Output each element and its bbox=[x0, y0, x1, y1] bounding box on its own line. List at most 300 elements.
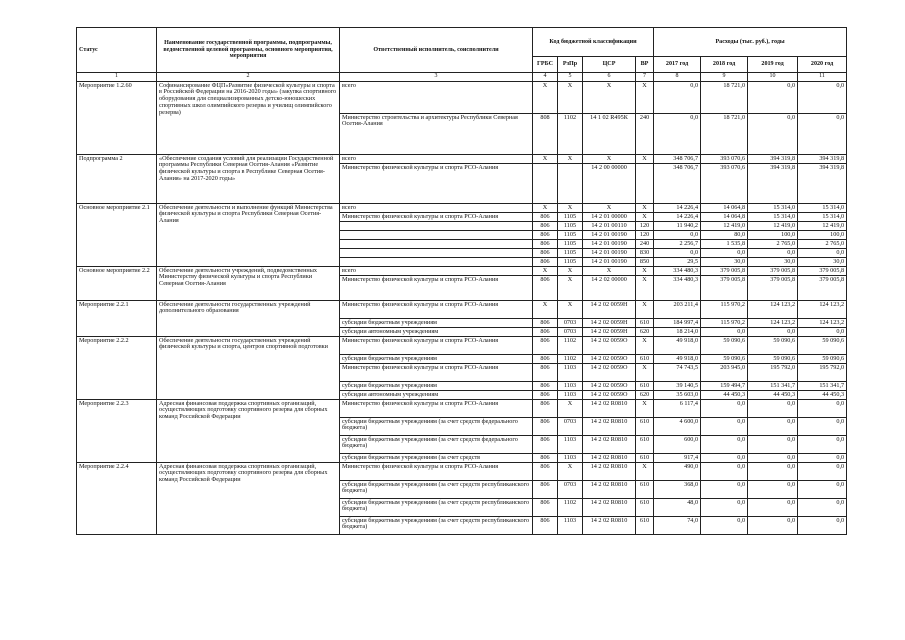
vr-cell: 120 bbox=[636, 231, 654, 240]
vr-cell: 610 bbox=[636, 355, 654, 364]
table-body bbox=[77, 82, 847, 535]
amount-2017-cell: 11 940,2 bbox=[654, 222, 701, 231]
amount-2020-cell: 379 005,8 bbox=[798, 276, 847, 301]
column-number: 10 bbox=[748, 73, 798, 82]
executor-cell: субсидии бюджетным учреждениям bbox=[340, 355, 533, 364]
vr-cell: X bbox=[636, 213, 654, 222]
program-name-cell: Обеспечение деятельности и выполнение функций Министерства физической культуры и спорта Республики Северная Осетия-Алания bbox=[157, 204, 340, 267]
header-kbk: Код бюджетной классификации bbox=[533, 28, 654, 57]
amount-2017-cell: 490,0 bbox=[654, 463, 701, 481]
table-row bbox=[77, 463, 847, 481]
vr-cell: 610 bbox=[636, 481, 654, 499]
amount-2018-cell: 0,0 bbox=[701, 499, 748, 517]
rzpr-cell: 0703 bbox=[558, 418, 583, 436]
amount-2018-cell: 115 970,2 bbox=[701, 301, 748, 319]
table-row bbox=[77, 267, 847, 276]
amount-2018-cell: 0,0 bbox=[701, 454, 748, 463]
csr-cell: 14 2 01 00110 bbox=[583, 222, 636, 231]
amount-2020-cell: 0,0 bbox=[798, 499, 847, 517]
executor-cell: Министерство физической культуры и спорта РСО-Алания bbox=[340, 213, 533, 222]
executor-cell: всего bbox=[340, 82, 533, 114]
amount-2019-cell: 0,0 bbox=[748, 463, 798, 481]
program-name-cell: Софинансирование ФЦП«Развитие физической культуры и спорта в Российской Федерации на 2016-2020 годы» (закупка спортивного оборудования для специализированных детско-юношеских спортивных школ олимпийского резерва и училищ олимпийского резерва) bbox=[157, 82, 340, 155]
amount-2020-cell: 0,0 bbox=[798, 82, 847, 114]
csr-cell: 14 2 02 0059Н bbox=[583, 328, 636, 337]
budget-table bbox=[76, 27, 847, 535]
grbs-cell: 808 bbox=[533, 114, 558, 155]
header-2019: 2019 год bbox=[748, 57, 798, 73]
amount-2017-cell: 0,0 bbox=[654, 114, 701, 155]
amount-2019-cell: 12 419,0 bbox=[748, 222, 798, 231]
rzpr-cell: 0703 bbox=[558, 481, 583, 499]
rzpr-cell: X bbox=[558, 400, 583, 418]
column-number: 7 bbox=[636, 73, 654, 82]
column-number: 11 bbox=[798, 73, 847, 82]
rzpr-cell: 1105 bbox=[558, 258, 583, 267]
vr-cell: 620 bbox=[636, 328, 654, 337]
grbs-cell: 806 bbox=[533, 319, 558, 328]
csr-cell: X bbox=[583, 267, 636, 276]
amount-2019-cell: 0,0 bbox=[748, 400, 798, 418]
amount-2020-cell: 2 765,0 bbox=[798, 240, 847, 249]
amount-2019-cell: 30,0 bbox=[748, 258, 798, 267]
grbs-cell: 806 bbox=[533, 418, 558, 436]
executor-cell: Министерство физической культуры и спорта РСО-Алания bbox=[340, 276, 533, 301]
amount-2018-cell: 1 535,8 bbox=[701, 240, 748, 249]
amount-2017-cell: 6 117,4 bbox=[654, 400, 701, 418]
csr-cell: 14 2 02 R0810 bbox=[583, 517, 636, 535]
amount-2018-cell: 393 070,6 bbox=[701, 164, 748, 204]
csr-cell: X bbox=[583, 155, 636, 164]
executor-cell: субсидии бюджетным учреждениям (за счет средств федерального бюджета) bbox=[340, 418, 533, 436]
grbs-cell: 806 bbox=[533, 517, 558, 535]
amount-2017-cell: 14 226,4 bbox=[654, 213, 701, 222]
amount-2020-cell: 59 090,6 bbox=[798, 355, 847, 364]
amount-2018-cell: 59 090,6 bbox=[701, 355, 748, 364]
amount-2019-cell: 394 319,8 bbox=[748, 155, 798, 164]
amount-2020-cell: 15 314,0 bbox=[798, 213, 847, 222]
header-rzpr: РзПр bbox=[558, 57, 583, 73]
status-cell: Подпрограмма 2 bbox=[77, 155, 157, 204]
amount-2017-cell: 348 706,7 bbox=[654, 155, 701, 164]
executor-cell: Министерство физической культуры и спорта РСО-Алания bbox=[340, 400, 533, 418]
executor-cell bbox=[340, 249, 533, 258]
rzpr-cell: 0703 bbox=[558, 328, 583, 337]
amount-2018-cell: 0,0 bbox=[701, 481, 748, 499]
status-cell: Основное мероприятие 2.2 bbox=[77, 267, 157, 301]
csr-cell: X bbox=[583, 82, 636, 114]
status-cell: Мероприятие 1.2.60 bbox=[77, 82, 157, 155]
csr-cell: 14 2 02 0059О bbox=[583, 391, 636, 400]
csr-cell: 14 2 02 R0810 bbox=[583, 436, 636, 454]
header-executor: Ответственный исполнитель, соисполнители bbox=[340, 28, 533, 73]
status-cell: Мероприятие 2.2.2 bbox=[77, 337, 157, 400]
amount-2017-cell: 74,0 bbox=[654, 517, 701, 535]
csr-cell: 14 2 01 00190 bbox=[583, 258, 636, 267]
grbs-cell: 806 bbox=[533, 454, 558, 463]
amount-2018-cell: 18 721,0 bbox=[701, 114, 748, 155]
program-name-cell: Обеспечение деятельности государственных учреждений дополнительного образования bbox=[157, 301, 340, 337]
header-2020: 2020 год bbox=[798, 57, 847, 73]
csr-cell: 14 2 02 R0810 bbox=[583, 454, 636, 463]
grbs-cell: 806 bbox=[533, 400, 558, 418]
vr-cell: 610 bbox=[636, 499, 654, 517]
amount-2020-cell: 44 450,3 bbox=[798, 391, 847, 400]
vr-cell: 620 bbox=[636, 391, 654, 400]
header-2017: 2017 год bbox=[654, 57, 701, 73]
amount-2019-cell: 0,0 bbox=[748, 454, 798, 463]
csr-cell: 14 2 02 R0810 bbox=[583, 481, 636, 499]
header-name: Наименование государственной программы, подпрограммы, ведомственной целевой программы, основного мероприятия, мероприятия bbox=[157, 28, 340, 73]
executor-cell bbox=[340, 258, 533, 267]
amount-2017-cell: 14 226,4 bbox=[654, 204, 701, 213]
amount-2019-cell: 59 090,6 bbox=[748, 355, 798, 364]
executor-cell: субсидии бюджетным учреждениям (за счет средств федерального бюджета) bbox=[340, 436, 533, 454]
amount-2020-cell: 0,0 bbox=[798, 517, 847, 535]
amount-2018-cell: 379 005,8 bbox=[701, 276, 748, 301]
csr-cell: 14 2 02 0059О bbox=[583, 382, 636, 391]
rzpr-cell: X bbox=[558, 463, 583, 481]
amount-2020-cell: 379 005,8 bbox=[798, 267, 847, 276]
amount-2017-cell: 917,4 bbox=[654, 454, 701, 463]
column-number: 3 bbox=[340, 73, 533, 82]
amount-2020-cell: 394 319,8 bbox=[798, 164, 847, 204]
amount-2017-cell: 35 603,0 bbox=[654, 391, 701, 400]
table-row bbox=[77, 301, 847, 319]
csr-cell: 14 2 01 00190 bbox=[583, 249, 636, 258]
rzpr-cell: 1105 bbox=[558, 231, 583, 240]
grbs-cell: 806 bbox=[533, 337, 558, 355]
column-number: 4 bbox=[533, 73, 558, 82]
amount-2017-cell: 334 480,3 bbox=[654, 276, 701, 301]
amount-2019-cell: 0,0 bbox=[748, 328, 798, 337]
rzpr-cell: 1105 bbox=[558, 213, 583, 222]
amount-2017-cell: 49 918,0 bbox=[654, 337, 701, 355]
vr-cell: X bbox=[636, 301, 654, 319]
amount-2020-cell: 0,0 bbox=[798, 249, 847, 258]
rzpr-cell: 1103 bbox=[558, 364, 583, 382]
grbs-cell: 806 bbox=[533, 276, 558, 301]
vr-cell: 610 bbox=[636, 436, 654, 454]
column-number: 1 bbox=[77, 73, 157, 82]
amount-2017-cell: 48,0 bbox=[654, 499, 701, 517]
rzpr-cell: X bbox=[558, 276, 583, 301]
column-number: 8 bbox=[654, 73, 701, 82]
amount-2019-cell: 15 314,0 bbox=[748, 204, 798, 213]
csr-cell: 14 2 02 0059О bbox=[583, 355, 636, 364]
vr-cell: X bbox=[636, 82, 654, 114]
grbs-cell: X bbox=[533, 204, 558, 213]
amount-2018-cell: 0,0 bbox=[701, 436, 748, 454]
grbs-cell: 806 bbox=[533, 463, 558, 481]
status-cell: Мероприятие 2.2.4 bbox=[77, 463, 157, 535]
header-expenses: Расходы (тыс. руб.), годы bbox=[654, 28, 847, 57]
csr-cell: 14 2 02 R0810 bbox=[583, 463, 636, 481]
amount-2018-cell: 0,0 bbox=[701, 517, 748, 535]
amount-2020-cell: 151 341,7 bbox=[798, 382, 847, 391]
csr-cell: 14 2 02 R0810 bbox=[583, 418, 636, 436]
amount-2018-cell: 393 070,6 bbox=[701, 155, 748, 164]
executor-cell: всего bbox=[340, 155, 533, 164]
amount-2018-cell: 0,0 bbox=[701, 328, 748, 337]
executor-cell: субсидии автономным учреждениям bbox=[340, 391, 533, 400]
amount-2020-cell: 100,0 bbox=[798, 231, 847, 240]
amount-2018-cell: 14 064,8 bbox=[701, 204, 748, 213]
amount-2020-cell: 0,0 bbox=[798, 400, 847, 418]
column-number: 6 bbox=[583, 73, 636, 82]
column-number: 5 bbox=[558, 73, 583, 82]
amount-2019-cell: 379 005,8 bbox=[748, 267, 798, 276]
amount-2019-cell: 394 319,8 bbox=[748, 164, 798, 204]
amount-2020-cell: 0,0 bbox=[798, 481, 847, 499]
amount-2020-cell: 195 792,0 bbox=[798, 364, 847, 382]
amount-2018-cell: 0,0 bbox=[701, 463, 748, 481]
rzpr-cell: 1103 bbox=[558, 391, 583, 400]
amount-2019-cell: 59 090,6 bbox=[748, 337, 798, 355]
rzpr-cell: X bbox=[558, 82, 583, 114]
amount-2019-cell: 2 765,0 bbox=[748, 240, 798, 249]
executor-cell: субсидии бюджетным учреждениям (за счет средств республиканского бюджета) bbox=[340, 499, 533, 517]
amount-2019-cell: 44 450,3 bbox=[748, 391, 798, 400]
rzpr-cell: 0703 bbox=[558, 319, 583, 328]
grbs-cell: X bbox=[533, 267, 558, 276]
executor-cell: всего bbox=[340, 204, 533, 213]
executor-cell: субсидии автономным учреждениям bbox=[340, 328, 533, 337]
amount-2018-cell: 80,0 bbox=[701, 231, 748, 240]
executor-cell: субсидии бюджетным учреждениям (за счет средств республиканского бюджета) bbox=[340, 517, 533, 535]
column-number: 2 bbox=[157, 73, 340, 82]
csr-cell: 14 2 02 R0810 bbox=[583, 499, 636, 517]
rzpr-cell: X bbox=[558, 204, 583, 213]
amount-2019-cell: 0,0 bbox=[748, 418, 798, 436]
amount-2018-cell: 18 721,0 bbox=[701, 82, 748, 114]
vr-cell: 850 bbox=[636, 258, 654, 267]
executor-cell: Министерство физической культуры и спорта РСО-Алания bbox=[340, 463, 533, 481]
executor-cell: Министерство физической культуры и спорта РСО-Алания bbox=[340, 164, 533, 204]
table-row bbox=[77, 400, 847, 418]
csr-cell: 14 2 02 0059Н bbox=[583, 319, 636, 328]
vr-cell: 610 bbox=[636, 517, 654, 535]
csr-cell: 14 2 00 00000 bbox=[583, 164, 636, 204]
amount-2020-cell: 124 123,2 bbox=[798, 319, 847, 328]
status-cell: Мероприятие 2.2.3 bbox=[77, 400, 157, 463]
vr-cell: X bbox=[636, 204, 654, 213]
column-number: 9 bbox=[701, 73, 748, 82]
grbs-cell: 806 bbox=[533, 222, 558, 231]
grbs-cell bbox=[533, 164, 558, 204]
amount-2017-cell: 0,0 bbox=[654, 231, 701, 240]
status-cell: Основное мероприятие 2.1 bbox=[77, 204, 157, 267]
table-row bbox=[77, 155, 847, 164]
rzpr-cell: 1103 bbox=[558, 454, 583, 463]
amount-2020-cell: 0,0 bbox=[798, 463, 847, 481]
vr-cell: X bbox=[636, 364, 654, 382]
rzpr-cell: 1103 bbox=[558, 517, 583, 535]
amount-2019-cell: 0,0 bbox=[748, 82, 798, 114]
grbs-cell: X bbox=[533, 82, 558, 114]
grbs-cell: 806 bbox=[533, 240, 558, 249]
vr-cell: 610 bbox=[636, 454, 654, 463]
amount-2019-cell: 0,0 bbox=[748, 499, 798, 517]
vr-cell: 240 bbox=[636, 240, 654, 249]
rzpr-cell: 1105 bbox=[558, 222, 583, 231]
program-name-cell: Адресная финансовая поддержка спортивных организаций, осуществляющих подготовку спортивного резерва для сборных команд Российской Федерации bbox=[157, 463, 340, 535]
rzpr-cell bbox=[558, 164, 583, 204]
vr-cell: X bbox=[636, 463, 654, 481]
csr-cell: 14 2 01 00000 bbox=[583, 213, 636, 222]
program-name-cell: Обеспечение деятельности учреждений, подведомственных Министерству физической культуры и спорта Республики Северная Осетия-Алания bbox=[157, 267, 340, 301]
amount-2020-cell: 124 123,2 bbox=[798, 301, 847, 319]
amount-2020-cell: 0,0 bbox=[798, 454, 847, 463]
rzpr-cell: 1102 bbox=[558, 499, 583, 517]
amount-2018-cell: 159 494,7 bbox=[701, 382, 748, 391]
vr-cell: X bbox=[636, 155, 654, 164]
rzpr-cell: X bbox=[558, 301, 583, 319]
amount-2018-cell: 14 064,8 bbox=[701, 213, 748, 222]
amount-2019-cell: 0,0 bbox=[748, 114, 798, 155]
rzpr-cell: 1105 bbox=[558, 249, 583, 258]
grbs-cell: 806 bbox=[533, 436, 558, 454]
grbs-cell: 806 bbox=[533, 364, 558, 382]
vr-cell: 610 bbox=[636, 319, 654, 328]
amount-2019-cell: 124 123,2 bbox=[748, 301, 798, 319]
executor-cell bbox=[340, 231, 533, 240]
vr-cell: 240 bbox=[636, 114, 654, 155]
csr-cell: 14 2 02 00000 bbox=[583, 276, 636, 301]
csr-cell: 14 2 01 00190 bbox=[583, 240, 636, 249]
amount-2018-cell: 12 419,0 bbox=[701, 222, 748, 231]
amount-2018-cell: 203 945,0 bbox=[701, 364, 748, 382]
vr-cell: 120 bbox=[636, 222, 654, 231]
vr-cell bbox=[636, 164, 654, 204]
grbs-cell: 806 bbox=[533, 249, 558, 258]
amount-2019-cell: 151 341,7 bbox=[748, 382, 798, 391]
vr-cell: X bbox=[636, 276, 654, 301]
amount-2019-cell: 379 005,8 bbox=[748, 276, 798, 301]
rzpr-cell: 1102 bbox=[558, 337, 583, 355]
grbs-cell: 806 bbox=[533, 481, 558, 499]
amount-2017-cell: 4 600,0 bbox=[654, 418, 701, 436]
amount-2017-cell: 0,0 bbox=[654, 82, 701, 114]
amount-2019-cell: 0,0 bbox=[748, 481, 798, 499]
amount-2018-cell: 0,0 bbox=[701, 249, 748, 258]
amount-2019-cell: 124 123,2 bbox=[748, 319, 798, 328]
rzpr-cell: X bbox=[558, 155, 583, 164]
csr-cell: 14 2 02 0059О bbox=[583, 337, 636, 355]
amount-2020-cell: 0,0 bbox=[798, 114, 847, 155]
column-numbers-row bbox=[77, 73, 847, 82]
vr-cell: 610 bbox=[636, 382, 654, 391]
amount-2020-cell: 59 090,6 bbox=[798, 337, 847, 355]
table-row bbox=[77, 204, 847, 213]
document-page bbox=[76, 27, 846, 617]
amount-2019-cell: 0,0 bbox=[748, 517, 798, 535]
csr-cell: X bbox=[583, 204, 636, 213]
grbs-cell: 806 bbox=[533, 382, 558, 391]
csr-cell: 14 1 02 R495К bbox=[583, 114, 636, 155]
amount-2017-cell: 203 211,4 bbox=[654, 301, 701, 319]
amount-2017-cell: 18 214,0 bbox=[654, 328, 701, 337]
amount-2019-cell: 15 314,0 bbox=[748, 213, 798, 222]
rzpr-cell: 1105 bbox=[558, 240, 583, 249]
amount-2017-cell: 74 743,5 bbox=[654, 364, 701, 382]
amount-2017-cell: 39 140,5 bbox=[654, 382, 701, 391]
executor-cell: субсидии бюджетным учреждениям (за счет средств bbox=[340, 454, 533, 463]
vr-cell: 610 bbox=[636, 418, 654, 436]
vr-cell: X bbox=[636, 400, 654, 418]
amount-2018-cell: 59 090,6 bbox=[701, 337, 748, 355]
header-vr: ВР bbox=[636, 57, 654, 73]
amount-2020-cell: 0,0 bbox=[798, 436, 847, 454]
executor-cell: субсидии бюджетным учреждениям bbox=[340, 319, 533, 328]
table-row bbox=[77, 337, 847, 355]
table-header bbox=[77, 28, 847, 82]
amount-2018-cell: 379 005,8 bbox=[701, 267, 748, 276]
grbs-cell: 806 bbox=[533, 213, 558, 222]
executor-cell: субсидии бюджетным учреждениям (за счет средств республиканского бюджета) bbox=[340, 481, 533, 499]
header-csr: ЦСР bbox=[583, 57, 636, 73]
amount-2017-cell: 49 918,0 bbox=[654, 355, 701, 364]
vr-cell: 830 bbox=[636, 249, 654, 258]
amount-2017-cell: 348 706,7 bbox=[654, 164, 701, 204]
csr-cell: 14 2 02 0059О bbox=[583, 364, 636, 382]
executor-cell: субсидии бюджетным учреждениям bbox=[340, 382, 533, 391]
amount-2017-cell: 184 997,4 bbox=[654, 319, 701, 328]
amount-2019-cell: 100,0 bbox=[748, 231, 798, 240]
amount-2019-cell: 0,0 bbox=[748, 249, 798, 258]
program-name-cell: «Обеспечение создания условий для реализации Государственной программы Республики Северная Осетия-Алания «Развитие физической культуры и спорта в Республике Северная Осетия-Алания» на 2017-2020 годы» bbox=[157, 155, 340, 204]
amount-2020-cell: 12 419,0 bbox=[798, 222, 847, 231]
header-grbs: ГРБС bbox=[533, 57, 558, 73]
amount-2019-cell: 195 792,0 bbox=[748, 364, 798, 382]
rzpr-cell: 1103 bbox=[558, 436, 583, 454]
amount-2018-cell: 0,0 bbox=[701, 400, 748, 418]
amount-2018-cell: 0,0 bbox=[701, 418, 748, 436]
amount-2017-cell: 600,0 bbox=[654, 436, 701, 454]
amount-2020-cell: 15 314,0 bbox=[798, 204, 847, 213]
executor-cell: всего bbox=[340, 267, 533, 276]
rzpr-cell: 1102 bbox=[558, 355, 583, 364]
executor-cell: Министерство физической культуры и спорта РСО-Алания bbox=[340, 301, 533, 319]
grbs-cell: X bbox=[533, 155, 558, 164]
rzpr-cell: 1102 bbox=[558, 114, 583, 155]
amount-2017-cell: 29,5 bbox=[654, 258, 701, 267]
vr-cell: X bbox=[636, 337, 654, 355]
amount-2017-cell: 368,0 bbox=[654, 481, 701, 499]
amount-2020-cell: 0,0 bbox=[798, 328, 847, 337]
amount-2020-cell: 394 319,8 bbox=[798, 155, 847, 164]
grbs-cell: X bbox=[533, 301, 558, 319]
amount-2017-cell: 0,0 bbox=[654, 249, 701, 258]
amount-2017-cell: 2 256,7 bbox=[654, 240, 701, 249]
grbs-cell: 806 bbox=[533, 355, 558, 364]
grbs-cell: 806 bbox=[533, 328, 558, 337]
status-cell: Мероприятие 2.2.1 bbox=[77, 301, 157, 337]
amount-2019-cell: 0,0 bbox=[748, 436, 798, 454]
table-row bbox=[77, 82, 847, 114]
executor-cell: Министерство строительства и архитектуры Республики Северная Осетия-Алания bbox=[340, 114, 533, 155]
grbs-cell: 806 bbox=[533, 231, 558, 240]
amount-2017-cell: 334 480,3 bbox=[654, 267, 701, 276]
grbs-cell: 806 bbox=[533, 499, 558, 517]
rzpr-cell: X bbox=[558, 267, 583, 276]
program-name-cell: Адресная финансовая поддержка спортивных организаций, осуществляющих подготовку спортивного резерва для сборных команд Российской Федерации bbox=[157, 400, 340, 463]
vr-cell: X bbox=[636, 267, 654, 276]
amount-2018-cell: 44 450,3 bbox=[701, 391, 748, 400]
grbs-cell: 806 bbox=[533, 391, 558, 400]
amount-2018-cell: 30,0 bbox=[701, 258, 748, 267]
executor-cell: Министерство физической культуры и спорта РСО-Алания bbox=[340, 364, 533, 382]
